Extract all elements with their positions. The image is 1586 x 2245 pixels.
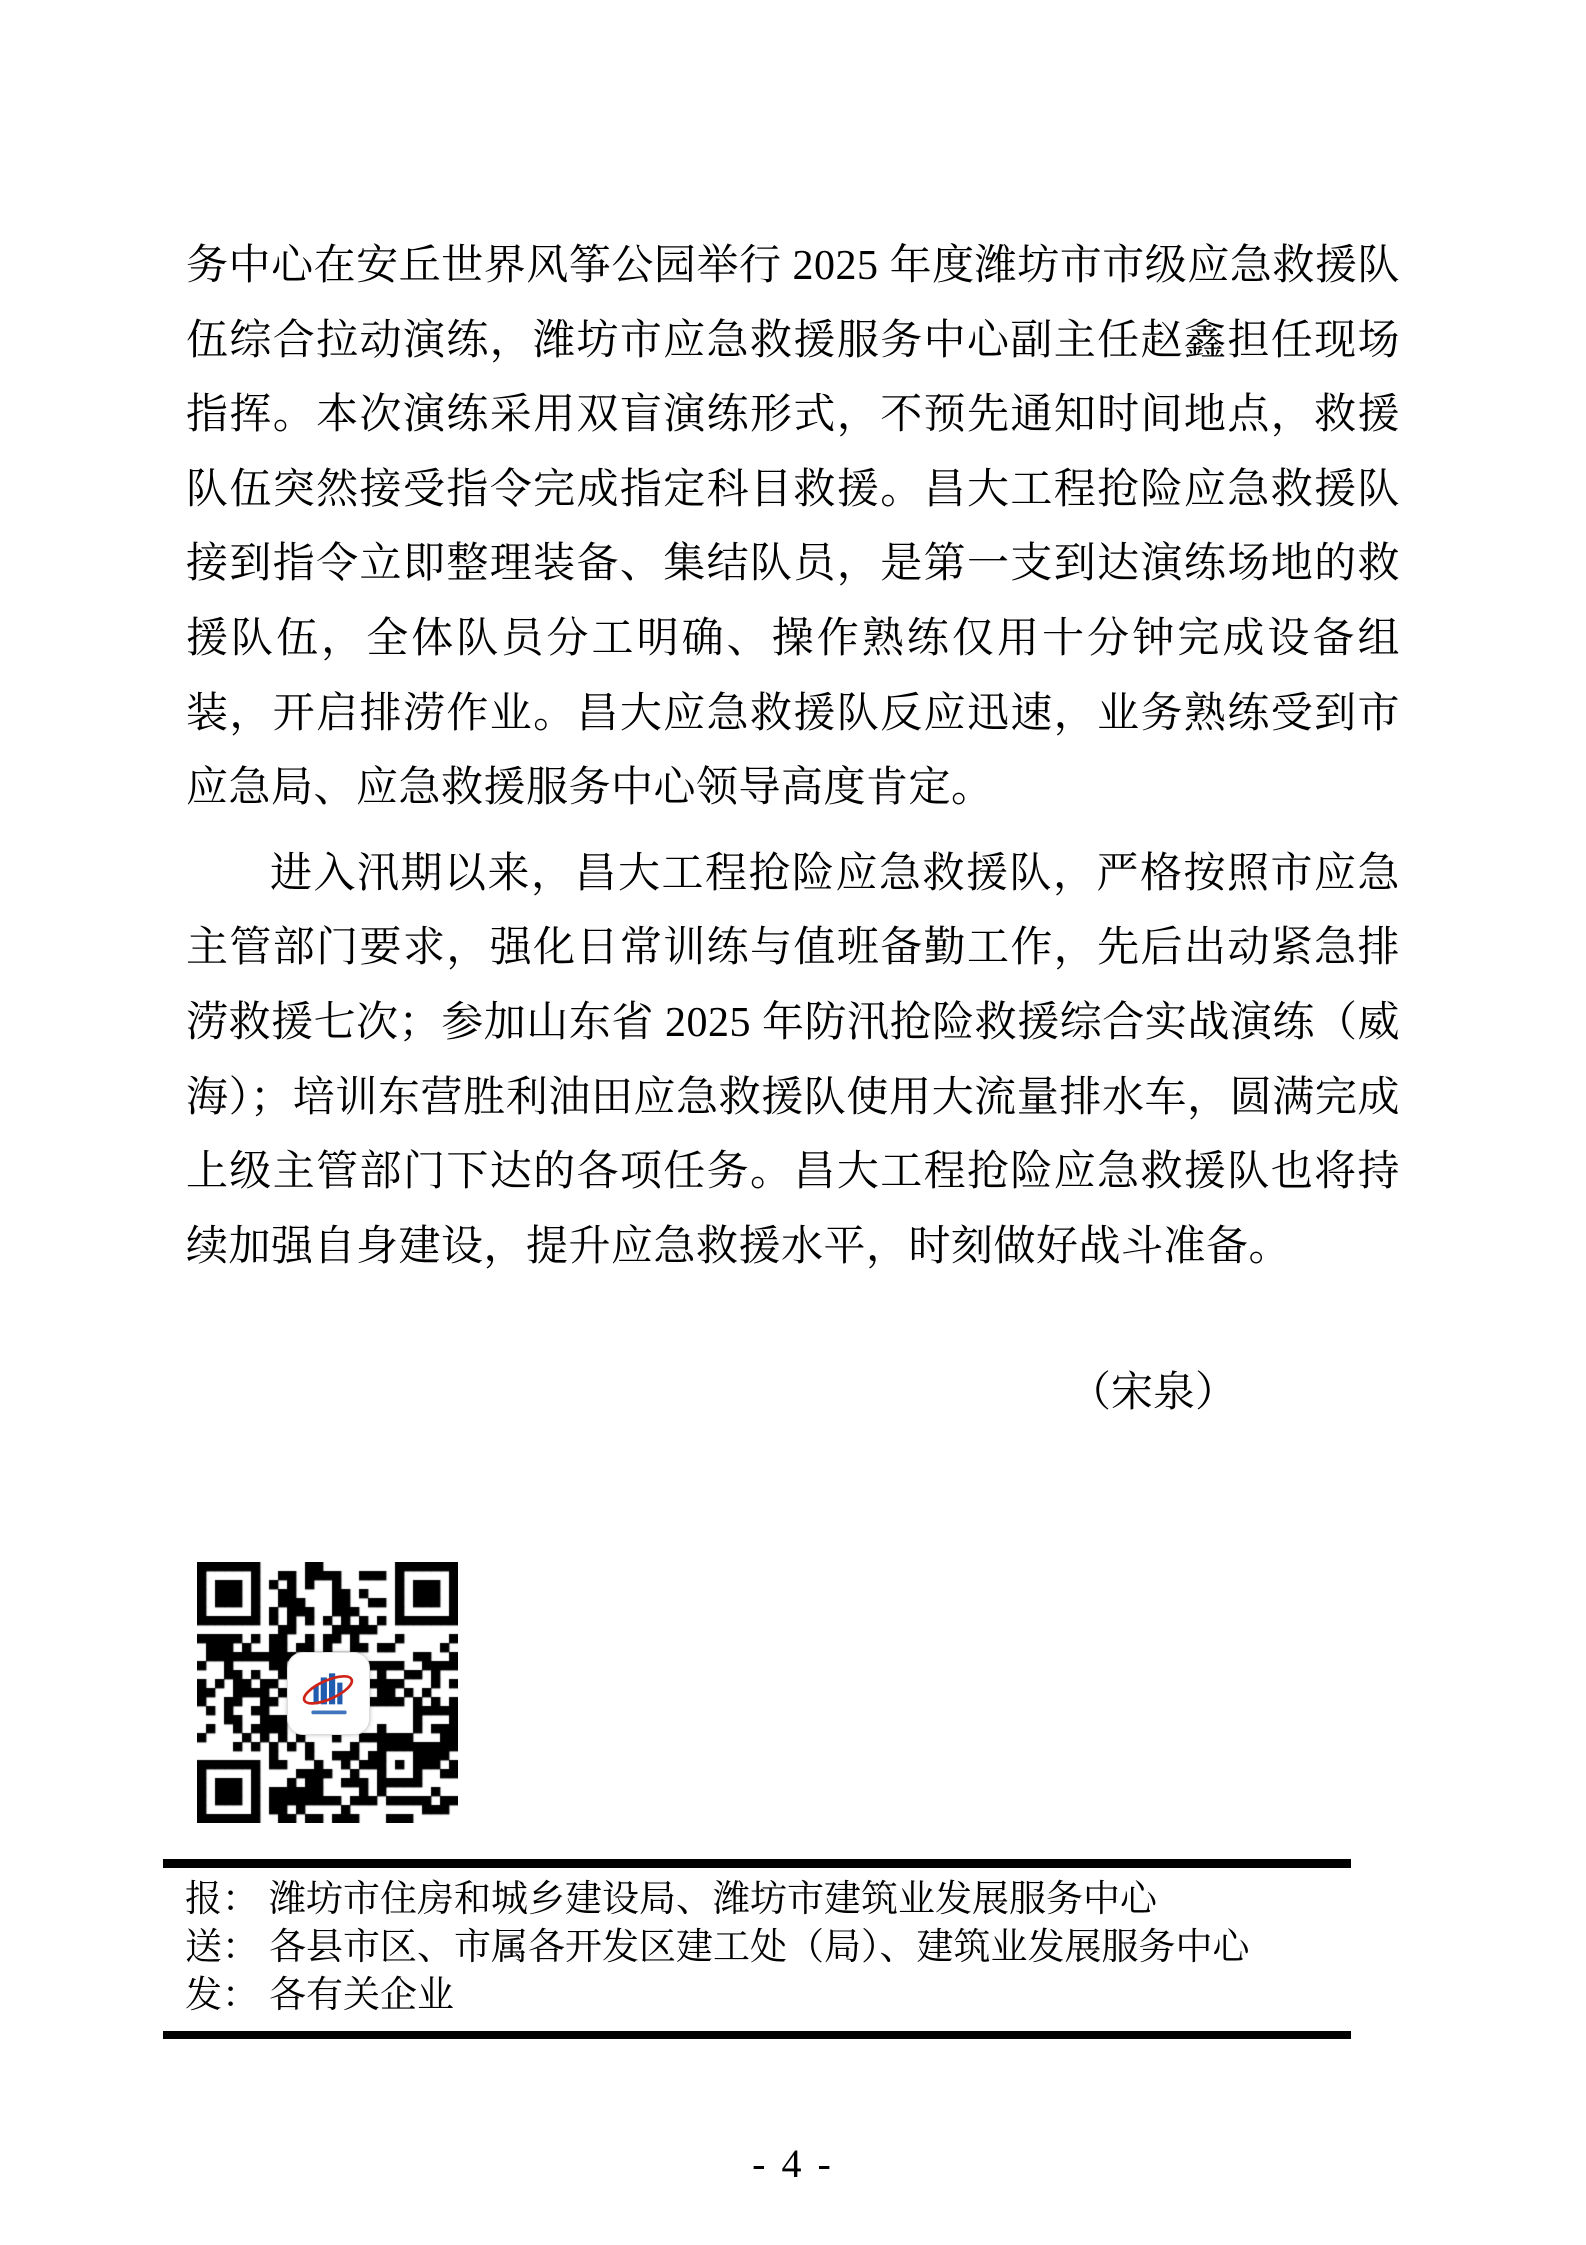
article-body (186, 229, 1400, 1284)
distribution-list (163, 1868, 1351, 2031)
qr-code (197, 1562, 458, 1823)
author-signature: （宋泉） (1068, 1370, 1237, 1416)
divider-top (163, 1859, 1351, 1868)
distribution-row (185, 1876, 1351, 1924)
divider-bottom (163, 2031, 1351, 2039)
distribution-row (185, 1972, 1351, 2020)
distribution-text: 各县市区、市属各开发区建工处（局）、建筑业发展服务中心 (269, 1927, 1250, 1968)
distribution-label: 送： (185, 1927, 259, 1968)
distribution-footer (163, 1859, 1351, 2039)
distribution-text: 潍坊市住房和城乡建设局、潍坊市建筑业发展服务中心 (269, 1879, 1157, 1920)
paragraph-1: 务中心在安丘世界风筝公园举行 2025 年度潍坊市市级应急救援队伍综合拉动演练，潍坊市应急救援服务中心副主任赵鑫担任现场指挥。本次演练采用双盲演练形式，不预先通知时间地点，救援队伍突然接受指令完成指定科目救援。昌大工程抢险应急救援队接到指令立即整理装备、集结队员，是第一支到达演练场地的救援队伍，全体队员分工明确、操作熟练仅用十分钟完成设备组装，开启排涝作业。昌大应急救援队反应迅速，业务熟练受到市应急局、应急救援服务中心领导高度肯定。 (186, 243, 1400, 812)
distribution-row (185, 1924, 1351, 1972)
distribution-text: 各有关企业 (269, 1975, 454, 2016)
paragraph-2: 进入汛期以来，昌大工程抢险应急救援队，严格按照市应急主管部门要求，强化日常训练与值班备勤工作，先后出动紧急排涝救援七次；参加山东省 2025 年防汛抢险救援综合实战演练（威海）；培训东营胜利油田应急救援队使用大流量排水车，圆满完成上级主管部门下达的各项任务。昌大工程抢险应急救援队也将持续加强自身建设，提升应急救援水平，时刻做好战斗准备。 (186, 850, 1400, 1270)
page-number: - 4 - (752, 2141, 834, 2186)
qr-center-logo (287, 1652, 370, 1735)
building-orbit-icon (298, 1663, 360, 1725)
distribution-label: 报： (185, 1879, 259, 1920)
distribution-label: 发： (185, 1975, 259, 2016)
